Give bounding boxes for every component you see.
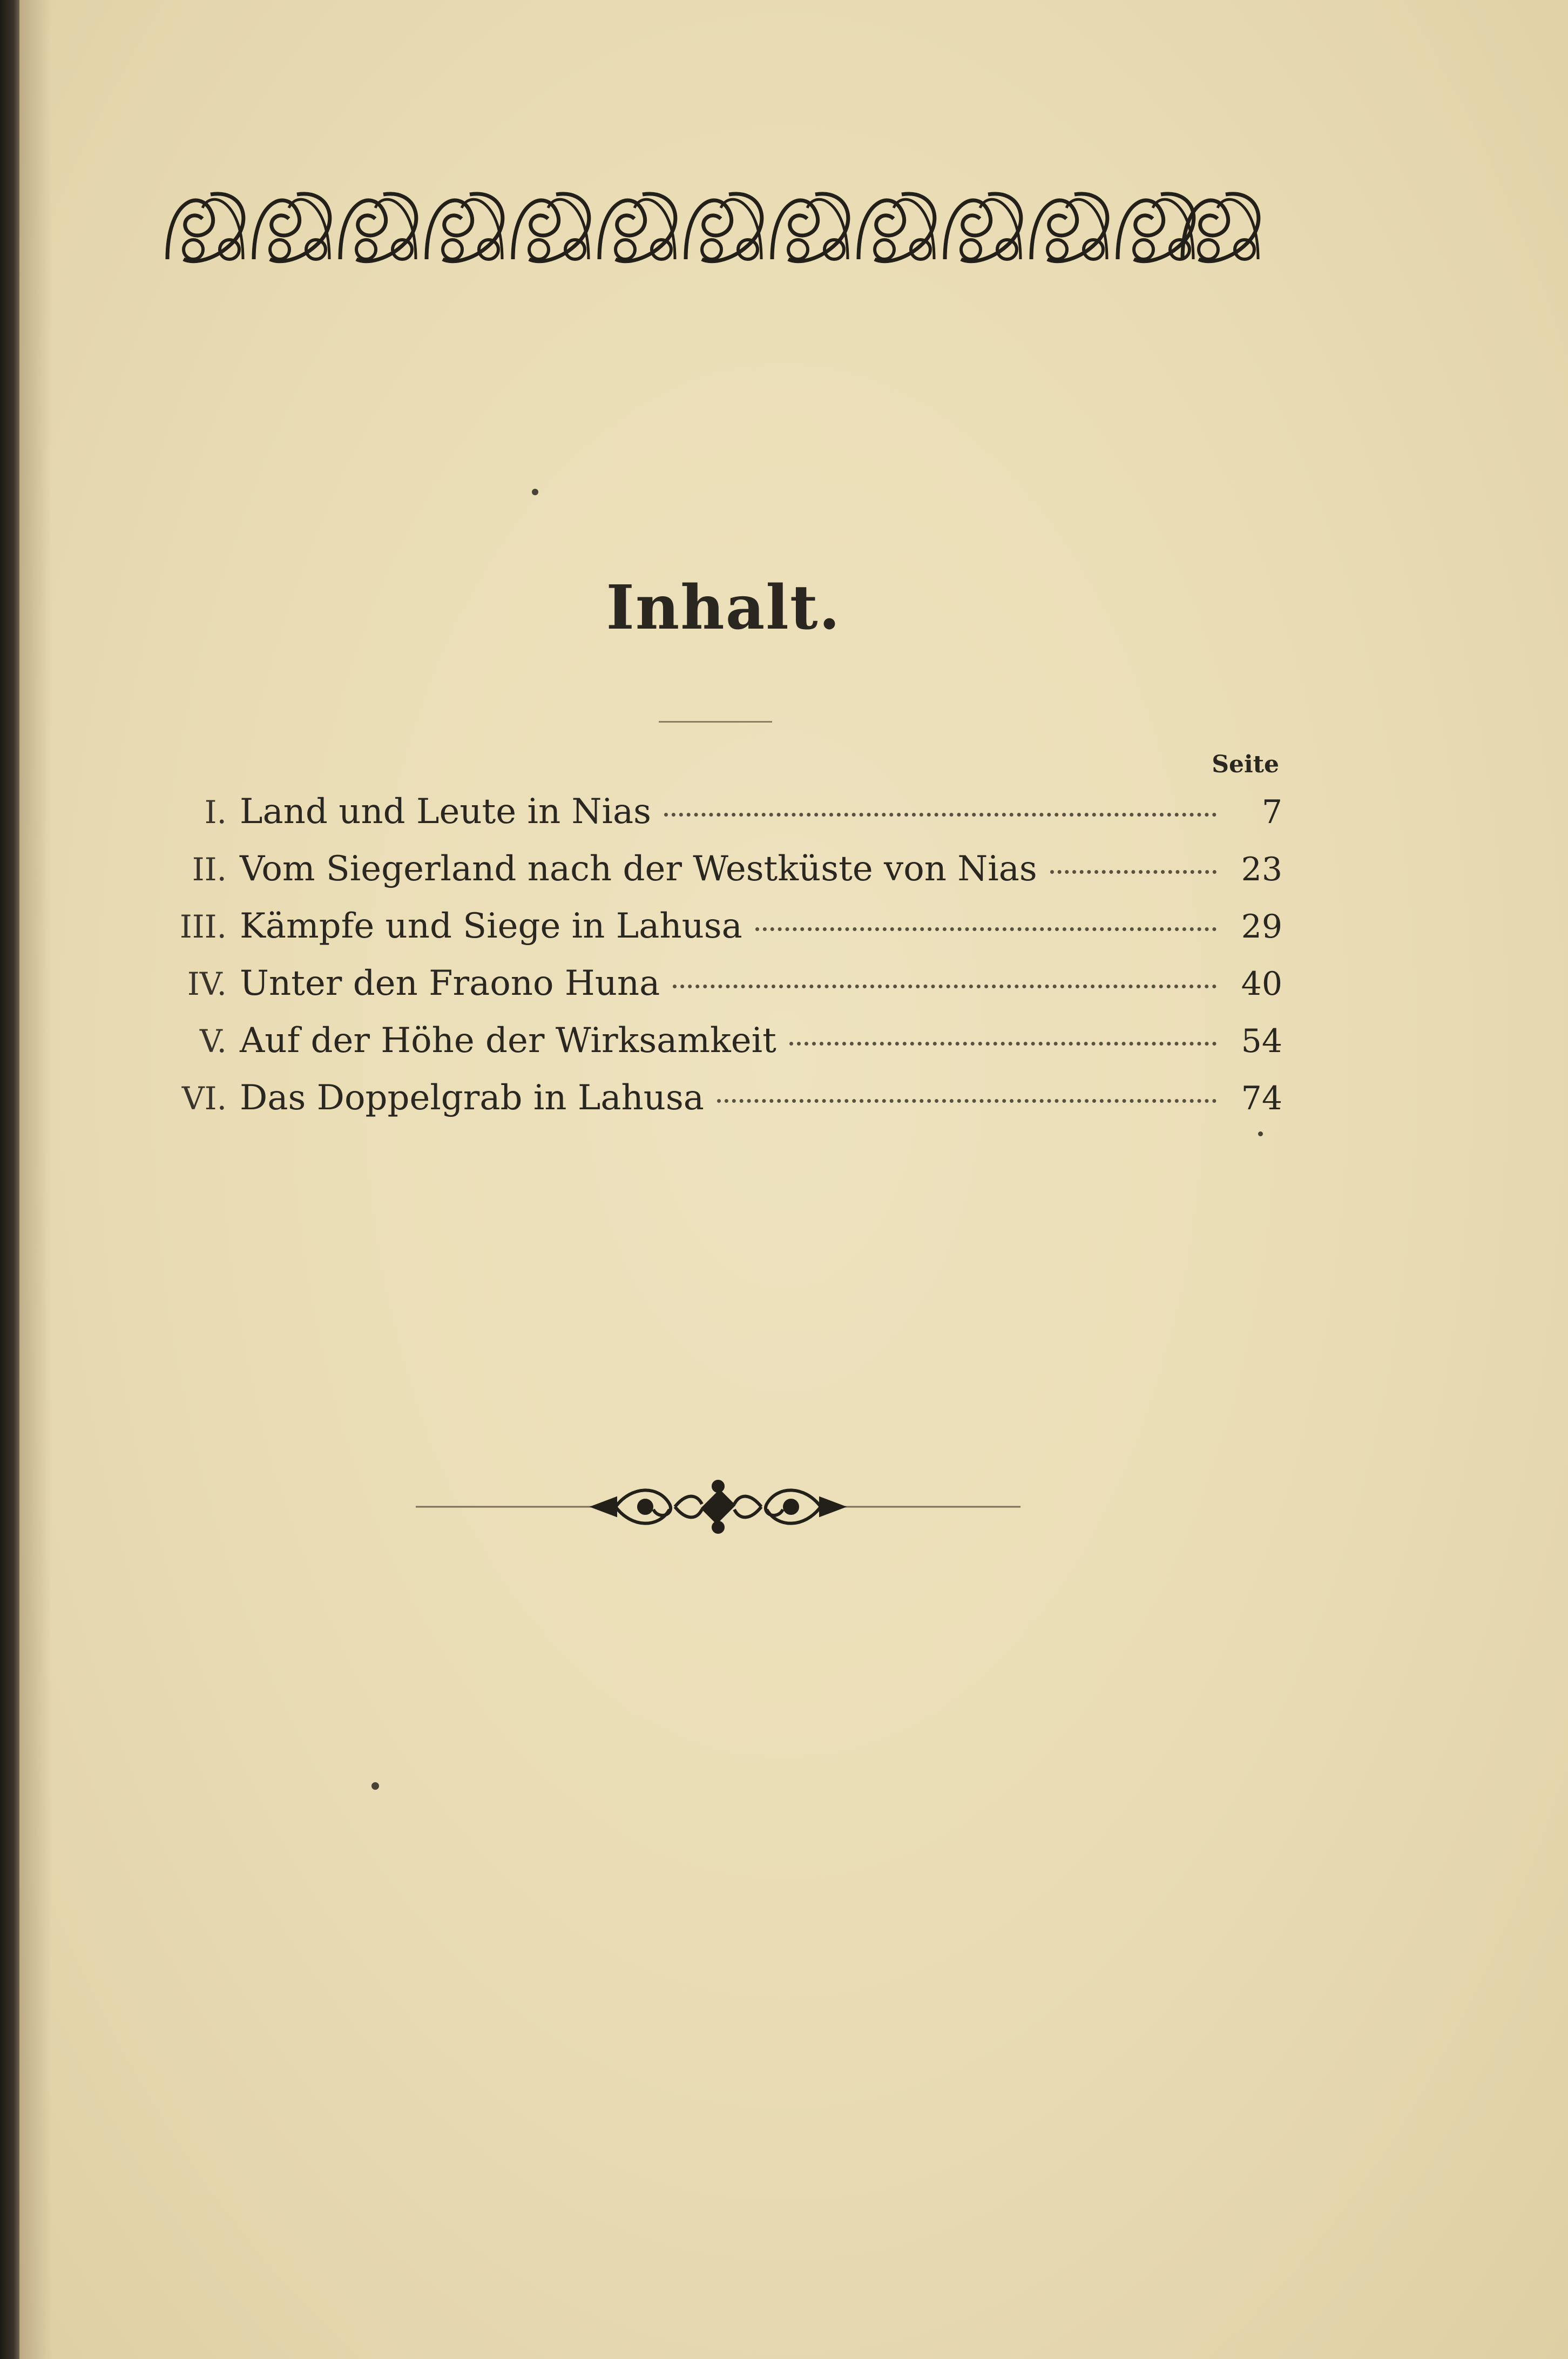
toc-entry-page: 7 xyxy=(1261,793,1282,831)
paper-speck xyxy=(371,1782,379,1790)
dot-leader xyxy=(789,1042,1216,1046)
toc-entry-title: Land und Leute in Nias xyxy=(240,792,651,832)
toc-entry-title: Auf der Höhe der Wirksamkeit xyxy=(240,1021,776,1061)
toc-entry-title: Das Doppelgrab in Lahusa xyxy=(240,1078,704,1118)
dot-leader xyxy=(717,1099,1216,1103)
toc-entry[interactable] xyxy=(162,1069,1282,1127)
toc-entry[interactable] xyxy=(162,783,1282,840)
paper-speck xyxy=(532,489,538,495)
toc-entry-page: 29 xyxy=(1241,908,1282,946)
toc-entry-number: IV. xyxy=(187,966,227,1002)
toc-entry[interactable] xyxy=(162,1012,1282,1069)
toc-entry-title: Vom Siegerland nach der Westküste von Nias xyxy=(240,849,1037,889)
toc-entry[interactable] xyxy=(162,898,1282,955)
toc-entry-page: 23 xyxy=(1241,851,1282,888)
toc-entry-title: Unter den Fraono Huna xyxy=(240,963,660,1003)
page-column-label: Seite xyxy=(1212,751,1279,778)
title-divider-rule xyxy=(659,721,772,723)
bottom-scroll-ornament xyxy=(416,1474,1020,1539)
dot-leader xyxy=(1050,870,1216,874)
page-title: Inhalt. xyxy=(606,572,841,643)
table-of-contents xyxy=(162,783,1282,1127)
toc-entry-title: Kämpfe und Siege in Lahusa xyxy=(240,906,742,946)
toc-entry[interactable] xyxy=(162,955,1282,1012)
toc-entry-number: I. xyxy=(204,794,227,831)
toc-entry-page: 74 xyxy=(1241,1080,1282,1117)
dot-leader xyxy=(673,985,1216,988)
gutter-shadow xyxy=(19,0,52,2359)
toc-entry-page: 40 xyxy=(1241,965,1282,1003)
toc-entry-page: 54 xyxy=(1241,1022,1282,1060)
dot-leader xyxy=(664,813,1216,817)
toc-entry[interactable] xyxy=(162,840,1282,898)
book-spine-edge xyxy=(0,0,19,2359)
dot-leader xyxy=(755,927,1216,931)
paper-speck xyxy=(1258,1131,1263,1136)
toc-entry-number: VI. xyxy=(181,1080,227,1117)
toc-entry-number: III. xyxy=(179,908,227,945)
toc-entry-number: II. xyxy=(192,851,227,888)
top-ornament-band xyxy=(162,178,1263,275)
toc-entry-number: V. xyxy=(199,1023,227,1060)
